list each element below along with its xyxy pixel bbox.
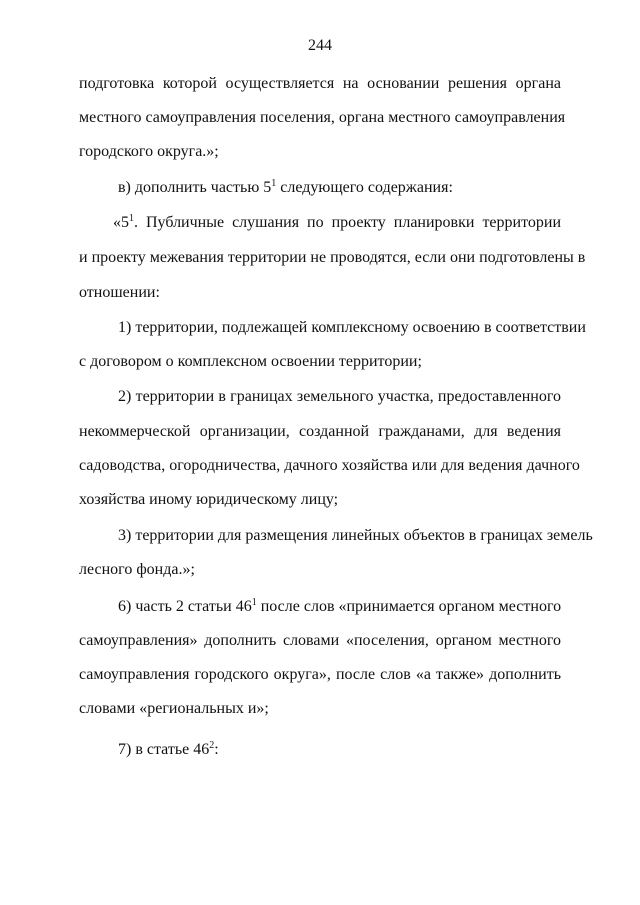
text-line: словами «региональных и»; xyxy=(79,700,269,717)
text-line: садоводства, огородничества, дачного хозяйства или для ведения дачного xyxy=(79,457,580,474)
text-line: 2) территории в границах земельного участка, предоставленного xyxy=(118,388,561,405)
text-line: 1) территории, подлежащей комплексному освоению в соответствии xyxy=(118,319,586,336)
text-fragment: 6) часть 2 статьи 46 xyxy=(118,598,252,615)
text-fragment: следующего содержания: xyxy=(276,179,453,196)
text-line: некоммерческой организации, созданной гражданами, для ведения xyxy=(79,423,561,440)
text-fragment: в) дополнить частью 5 xyxy=(118,179,272,196)
text-fragment: после слов «принимается органом местного xyxy=(256,598,562,615)
text-line: местного самоуправления поселения, органа местного самоуправления xyxy=(79,109,566,126)
text-line xyxy=(118,740,561,760)
text-line: самоуправления городского округа», после слов «а также» дополнить xyxy=(79,666,561,683)
text-line: подготовка которой осуществляется на основании решения органа xyxy=(79,75,561,92)
superscript: 1 xyxy=(271,178,277,189)
superscript: 1 xyxy=(129,213,134,224)
text-fragment: «5 xyxy=(113,214,129,231)
text-line: самоуправления» дополнить словами «поселения, органом местного xyxy=(79,632,561,649)
text-line: и проекту межевания территории не проводятся, если они подготовлены в xyxy=(79,249,586,266)
text-line: 3) территории для размещения линейных объектов в границах земель xyxy=(118,527,593,544)
text-fragment: . Публичные слушания по проекту планировки территории xyxy=(134,214,561,231)
text-line: городского округа.»; xyxy=(79,143,219,160)
text-line: с договором о комплексном освоении территории; xyxy=(79,353,422,370)
text-fragment: : xyxy=(214,741,219,758)
text-fragment: 7) в статье 46 xyxy=(118,741,210,758)
superscript: 2 xyxy=(209,740,215,751)
text-line: хозяйства иному юридическому лицу; xyxy=(79,491,339,508)
superscript: 1 xyxy=(251,597,257,608)
text-line: лесного фонда.»; xyxy=(79,561,195,578)
text-line xyxy=(118,597,561,617)
text-line: отношении: xyxy=(79,284,160,301)
text-line xyxy=(118,178,561,198)
text-line xyxy=(113,213,561,233)
page-number: 244 xyxy=(308,37,332,54)
